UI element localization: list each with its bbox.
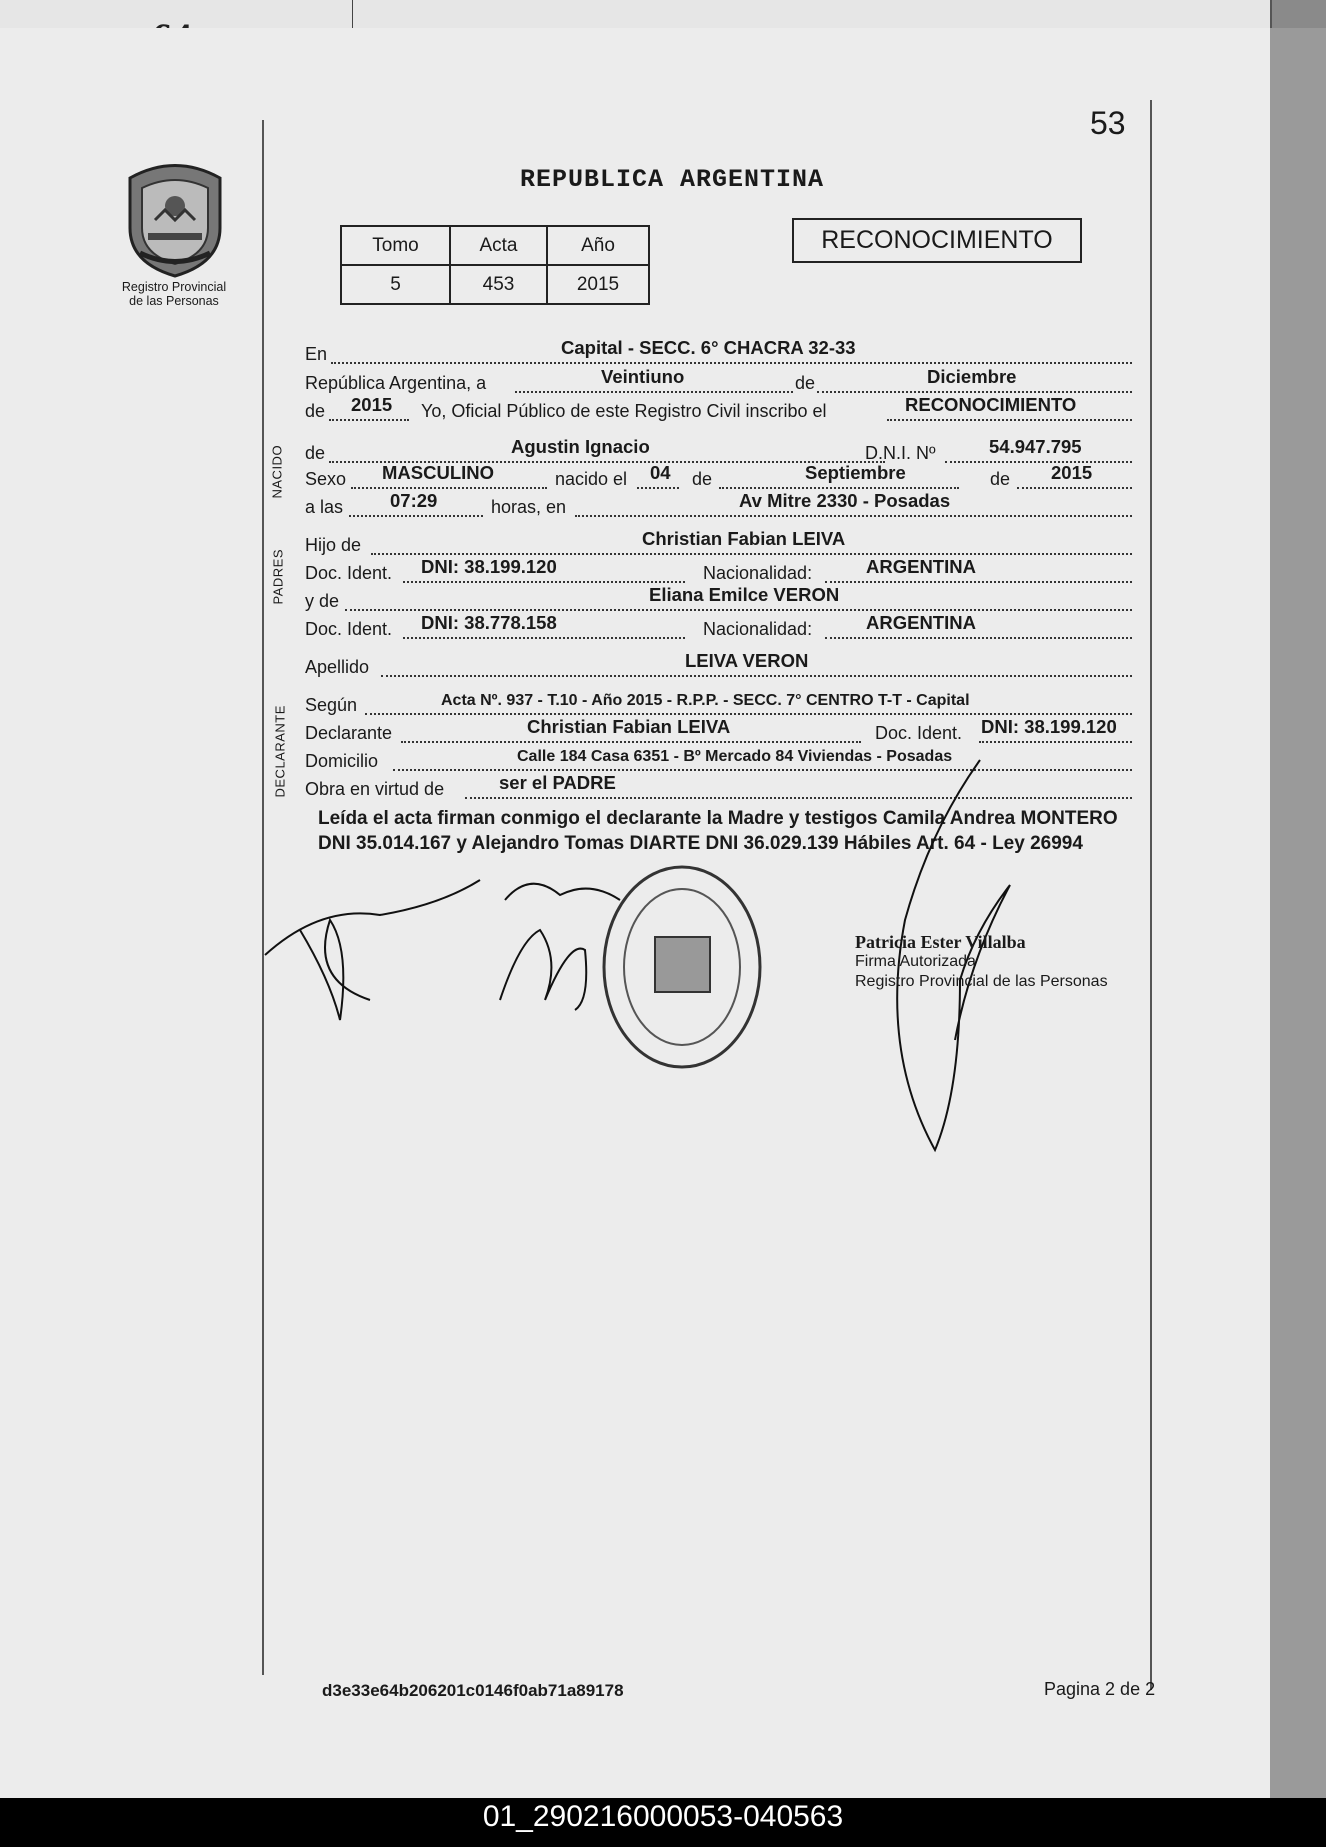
label-obra: Obra en virtud de bbox=[305, 779, 445, 799]
value-padre: Christian Fabian LEIVA bbox=[642, 528, 846, 549]
closing-statement: Leída el acta firman conmigo el declarante la Madre y testigos Camila Andrea MONTERO DNI 35.014.167 y Alejandro Tomas DIARTE DNI 36.029.139 Hábiles Art. 64 - Ley 26994 bbox=[318, 808, 1118, 854]
label-segun: Según bbox=[305, 695, 358, 715]
label-declarante: Declarante bbox=[305, 723, 393, 743]
side-label-padres: PADRES bbox=[270, 549, 286, 605]
label-doc-ident: Doc. Ident. bbox=[305, 619, 393, 639]
label-en: En bbox=[305, 344, 328, 364]
value-mes-nac: Septiembre bbox=[805, 462, 906, 483]
page-number: 53 bbox=[1090, 105, 1126, 141]
value-declarante: Christian Fabian LEIVA bbox=[527, 716, 731, 737]
official-seal-icon bbox=[600, 862, 765, 1072]
value-en: Capital - SECC. 6° CHACRA 32-33 bbox=[561, 337, 856, 358]
page-indicator: Pagina 2 de 2 bbox=[1044, 1679, 1156, 1699]
value-tomo: 5 bbox=[341, 265, 450, 304]
value-obra: ser el PADRE bbox=[499, 772, 616, 793]
header-tomo: Tomo bbox=[341, 226, 450, 265]
value-anio-inscripcion: 2015 bbox=[351, 394, 393, 415]
registry-label-line2: de las Personas bbox=[129, 294, 219, 308]
side-label-declarante: DECLARANTE bbox=[272, 705, 288, 798]
value-madre: Eliana Emilce VERON bbox=[649, 584, 840, 605]
value-apellido: LEIVA VERON bbox=[685, 650, 809, 671]
document-hash: d3e33e64b206201c0146f0ab71a89178 bbox=[322, 1681, 624, 1700]
value-nombre: Agustin Ignacio bbox=[511, 436, 650, 457]
value-anio-nac: 2015 bbox=[1051, 462, 1093, 483]
label-horas-en: horas, en bbox=[491, 497, 567, 517]
label-nacionalidad: Nacionalidad: bbox=[703, 563, 813, 583]
label-y-de: y de bbox=[305, 591, 340, 611]
value-segun: Acta Nº. 937 - T.10 - Año 2015 - R.P.P. - SECC. 7° CENTRO T-T - Capital bbox=[441, 692, 970, 709]
label-nacido-el: nacido el bbox=[555, 469, 628, 489]
value-sexo: MASCULINO bbox=[382, 462, 495, 483]
label-de-anio-nac: de bbox=[990, 469, 1011, 489]
registry-label-line1: Registro Provincial bbox=[121, 280, 227, 294]
value-dni: 54.947.795 bbox=[989, 436, 1082, 457]
value-domicilio: Calle 184 Casa 6351 - Bº Mercado 84 Viviendas - Posadas bbox=[517, 748, 953, 765]
label-republica: República Argentina, a bbox=[305, 373, 487, 393]
label-apellido: Apellido bbox=[305, 657, 370, 677]
value-doc-declarante: DNI: 38.199.120 bbox=[981, 716, 1117, 737]
label-de: de bbox=[795, 373, 816, 393]
label-doc-ident-declarante: Doc. Ident. bbox=[875, 723, 963, 743]
page-edge-shadow bbox=[1270, 28, 1326, 1800]
authority-line1: Firma Autorizada bbox=[855, 953, 976, 970]
label-domicilio: Domicilio bbox=[305, 751, 379, 771]
value-doc-madre: DNI: 38.778.158 bbox=[421, 612, 557, 633]
record-type-box: RECONOCIMIENTO bbox=[792, 218, 1082, 263]
value-acto: RECONOCIMIENTO bbox=[905, 394, 1077, 415]
side-label-nacido: NACIDO bbox=[269, 444, 285, 499]
label-doc-ident: Doc. Ident. bbox=[305, 563, 393, 583]
value-dia: 04 bbox=[650, 462, 671, 483]
header-anio: Año bbox=[547, 226, 649, 265]
label-de-anio: de bbox=[305, 401, 326, 421]
value-nac-padre: ARGENTINA bbox=[866, 556, 976, 577]
inscription-text: Yo, Oficial Público de este Registro Civil inscribo el bbox=[421, 401, 827, 421]
authority-name: Patricia Ester Villalba bbox=[855, 932, 1026, 952]
label-nacionalidad: Nacionalidad: bbox=[703, 619, 813, 639]
value-acta: 453 bbox=[450, 265, 547, 304]
label-de-mes: de bbox=[692, 469, 713, 489]
authority-line2: Registro Provincial de las Personas bbox=[855, 973, 1108, 990]
label-a-las: a las bbox=[305, 497, 344, 517]
header-acta: Acta bbox=[450, 226, 547, 265]
label-hijo: Hijo de bbox=[305, 535, 362, 555]
value-anio: 2015 bbox=[547, 265, 649, 304]
value-nac-madre: ARGENTINA bbox=[866, 612, 976, 633]
value-dia-letras: Veintiuno bbox=[601, 366, 685, 387]
value-doc-padre: DNI: 38.199.120 bbox=[421, 556, 557, 577]
footer-id: 01_290216000053-040563 bbox=[482, 1800, 844, 1833]
value-lugar: Av Mitre 2330 - Posadas bbox=[739, 490, 951, 511]
label-sexo: Sexo bbox=[305, 469, 347, 489]
value-hora: 07:29 bbox=[390, 490, 438, 511]
label-de-nombre: de bbox=[305, 443, 326, 463]
label-dni: D.N.I. Nº bbox=[865, 443, 936, 463]
value-mes: Diciembre bbox=[927, 366, 1017, 387]
document-title: REPUBLICA ARGENTINA bbox=[520, 165, 825, 194]
authority-signature-block bbox=[855, 932, 1108, 992]
